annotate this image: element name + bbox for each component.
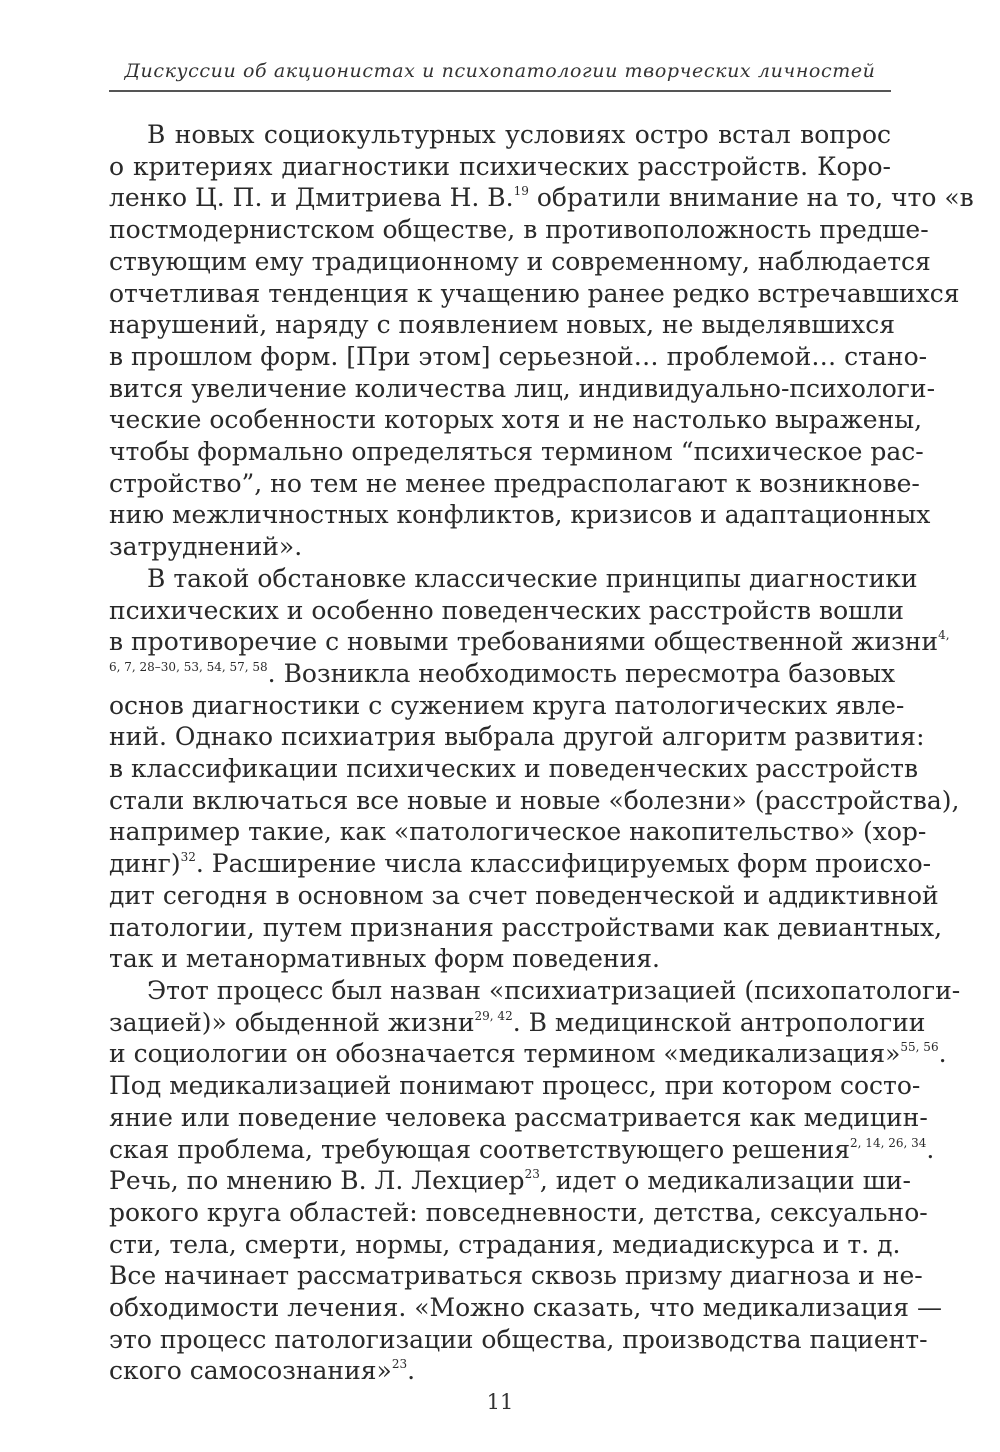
text-line — [109, 1134, 935, 1166]
text-run: стали включаться все новые и новые «болезни» (расстройства), — [109, 785, 960, 815]
text-line — [109, 499, 931, 531]
text-run: вится увеличение количества лиц, индивидуально-психологи- — [109, 373, 936, 403]
text-line — [109, 309, 896, 341]
text-run: нию межличностных конфликтов, кризисов и адаптационных — [109, 500, 931, 530]
text-line — [109, 721, 925, 753]
paragraph — [109, 119, 974, 563]
footnote-reference: 29, 42 — [474, 1008, 513, 1023]
text-line — [109, 943, 891, 975]
text-line — [109, 1324, 928, 1356]
footnote-reference: 32 — [180, 850, 196, 865]
text-run: отчетливая тенденция к учащению ранее редко встречавшихся — [109, 278, 960, 308]
text-line — [109, 1007, 926, 1039]
body-text — [109, 119, 974, 1387]
text-line — [109, 658, 896, 690]
text-run: стройство”, но тем не менее предрасполагают к возникнове- — [109, 468, 920, 498]
text-line — [109, 531, 891, 563]
text-line — [109, 1292, 942, 1324]
text-run: в противоречие с новыми требованиями общественной жизни — [109, 627, 939, 657]
text-run: . В медицинской антропологии — [512, 1007, 926, 1037]
text-run: ний. Однако психиатрия выбрала другой алгоритм развития: — [109, 722, 925, 752]
text-run: , идет о медикализации ши- — [539, 1166, 911, 1196]
footnote-reference: 6, 7, 28–30, 53, 54, 57, 58 — [109, 659, 268, 674]
text-run: сти, тела, смерти, нормы, страдания, медиадискурса и т. д. — [109, 1229, 901, 1259]
text-line — [109, 563, 918, 595]
header-rule — [109, 90, 891, 92]
paragraph — [109, 975, 961, 1387]
text-line — [109, 1102, 928, 1134]
text-run: так и метанормативных форм поведения. — [109, 944, 660, 974]
text-line — [109, 246, 931, 278]
text-line — [109, 151, 891, 183]
text-line — [109, 341, 928, 373]
text-line — [109, 975, 961, 1007]
text-line — [109, 848, 932, 880]
text-line — [109, 436, 924, 468]
text-run: . Возникла необходимость пересмотра базовых — [267, 658, 896, 688]
text-line — [109, 595, 904, 627]
text-run: затруднений». — [109, 532, 303, 562]
text-run: ского самосознания» — [109, 1356, 392, 1386]
text-run: яние или поведение человека рассматривается как медицин- — [109, 1102, 928, 1132]
text-run: в прошлом форм. [При этом] серьезной… проблемой… стано- — [109, 341, 928, 371]
text-run: и социологии он обозначается термином «медикализация» — [109, 1039, 901, 1069]
text-line — [109, 1355, 891, 1387]
text-run: дит сегодня в основном за счет поведенческой и аддиктивной — [109, 880, 939, 910]
footnote-reference: 4, — [938, 628, 950, 643]
text-run: это процесс патологизации общества, производства пациент- — [109, 1324, 928, 1354]
text-run: . — [938, 1039, 947, 1069]
text-run: динг) — [109, 849, 181, 879]
text-run: Речь, по мнению В. Л. Лехциер — [109, 1166, 525, 1196]
text-run: Под медикализацией понимают процесс, при котором состо- — [109, 1071, 921, 1101]
text-line — [109, 1229, 901, 1261]
text-line — [109, 1070, 921, 1102]
footnote-reference: 23 — [524, 1167, 540, 1182]
footnote-reference: 55, 56 — [900, 1040, 939, 1055]
text-run: . Расширение числа классифицируемых форм происхо- — [195, 849, 932, 879]
text-run: В новых социокультурных условиях остро встал вопрос — [147, 120, 891, 149]
text-line — [109, 404, 923, 436]
text-line — [109, 816, 927, 848]
text-line — [109, 626, 950, 658]
text-run: патологии, путем признания расстройствами как девиантных, — [109, 912, 943, 942]
text-run: постмодернистском обществе, в противоположность предше- — [109, 215, 929, 245]
running-header: Дискуссии об акционистах и психопатологии творческих личностей — [124, 60, 876, 82]
text-line — [109, 468, 920, 500]
text-line — [109, 1260, 923, 1292]
text-run: ленко Ц. П. и Дмитриева Н. В. — [109, 183, 514, 213]
text-run: ствующим ему традиционному и современному, наблюдается — [109, 246, 931, 276]
text-line — [109, 1165, 911, 1197]
footnote-reference: 2, 14, 26, 34 — [850, 1135, 927, 1150]
text-run: ческие особенности которых хотя и не настолько выражены, — [109, 405, 923, 435]
text-run: . — [407, 1356, 416, 1386]
text-line — [109, 214, 929, 246]
text-line — [109, 278, 960, 310]
text-line — [109, 912, 943, 944]
text-line — [109, 182, 974, 214]
text-line — [109, 753, 919, 785]
text-line — [109, 373, 936, 405]
text-line — [109, 785, 960, 817]
text-run: ская проблема, требующая соответствующего решения — [109, 1134, 851, 1164]
page-number: 11 — [486, 1390, 514, 1414]
text-run: Все начинает рассматриваться сквозь призму диагноза и не- — [109, 1261, 923, 1291]
text-line — [109, 880, 939, 912]
text-run: чтобы формально определяться термином “психическое рас- — [109, 437, 924, 467]
text-run: Этот процесс был назван «психиатризацией (психопатологи- — [147, 975, 961, 1005]
text-run: в классификации психических и поведенческих расстройств — [109, 754, 919, 784]
text-run: психических и особенно поведенческих расстройств вошли — [109, 595, 904, 625]
text-run: основ диагностики с сужением круга патологических явле- — [109, 690, 905, 720]
text-line — [109, 690, 905, 722]
footnote-reference: 23 — [391, 1357, 408, 1372]
text-run: рокого круга областей: повседневности, детства, сексуально- — [109, 1197, 928, 1227]
text-run: В такой обстановке классические принципы диагностики — [147, 563, 918, 593]
text-run: например такие, как «патологическое накопительство» (хор- — [109, 817, 927, 847]
paragraph — [109, 563, 960, 975]
text-run: о критериях диагностики психических расстройств. Коро- — [109, 151, 891, 181]
text-run: . — [926, 1134, 935, 1164]
text-line — [109, 1197, 928, 1229]
text-line — [109, 1038, 947, 1070]
text-run: зацией)» обыденной жизни — [109, 1007, 475, 1037]
text-line — [109, 119, 891, 151]
text-run: обратили внимание на то, что «в — [528, 183, 974, 213]
text-run: обходимости лечения. «Можно сказать, что медикализация — — [109, 1293, 942, 1323]
text-run: нарушений, наряду с появлением новых, не выделявшихся — [109, 310, 896, 340]
footnote-reference: 19 — [513, 184, 529, 199]
